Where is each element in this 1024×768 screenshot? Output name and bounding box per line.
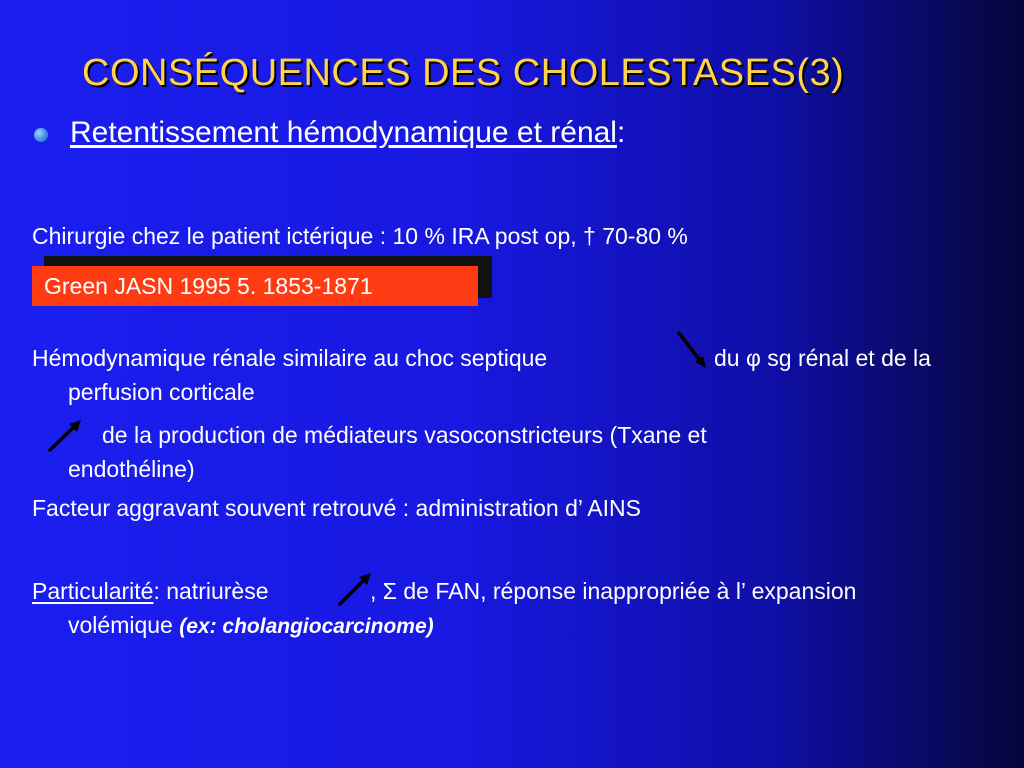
volemic-text: volémique — [68, 612, 180, 638]
hemodynamic-line-continued: perfusion corticale — [68, 379, 255, 405]
particularity-line — [32, 574, 269, 608]
main-bullet — [34, 116, 625, 150]
arrow-down-right-icon — [676, 330, 710, 370]
heading-underlined: Retentissement hémodynamique et rénal — [70, 116, 617, 149]
vasoconstrictor-line-continued: endothéline) — [68, 456, 195, 482]
arrow-up-right-icon — [336, 570, 374, 608]
heading-suffix: : — [616, 116, 626, 149]
reference-box: Green JASN 1995 5. 1853-1871 — [32, 266, 478, 306]
aggravating-factor-line: Facteur aggravant souvent retrouvé : administration d’ AINS — [32, 495, 641, 521]
example-text: (ex: cholangiocarcinome) — [179, 615, 434, 638]
particularity-text-start: : natriurèse — [153, 578, 269, 604]
hemodynamic-line-end: du φ sg rénal et de la — [714, 345, 931, 371]
vasoconstrictor-line: de la production de médiateurs vasoconstricteurs (Txane et — [102, 422, 707, 448]
surgery-line: Chirurgie chez le patient ictérique : 10 % IRA post op, † 70-80 % — [32, 223, 688, 249]
hemodynamic-line-start: Hémodynamique rénale similaire au choc septique — [32, 345, 548, 371]
bullet-dot-icon — [34, 128, 48, 142]
slide-title: CONSÉQUENCES DES CHOLESTASES(3) — [82, 52, 845, 94]
particularity-label: Particularité — [32, 578, 154, 604]
particularity-text-end: , Σ de FAN, réponse inappropriée à l’ expansion — [370, 578, 857, 604]
arrow-up-right-icon — [46, 418, 84, 454]
volemic-line — [68, 608, 434, 644]
